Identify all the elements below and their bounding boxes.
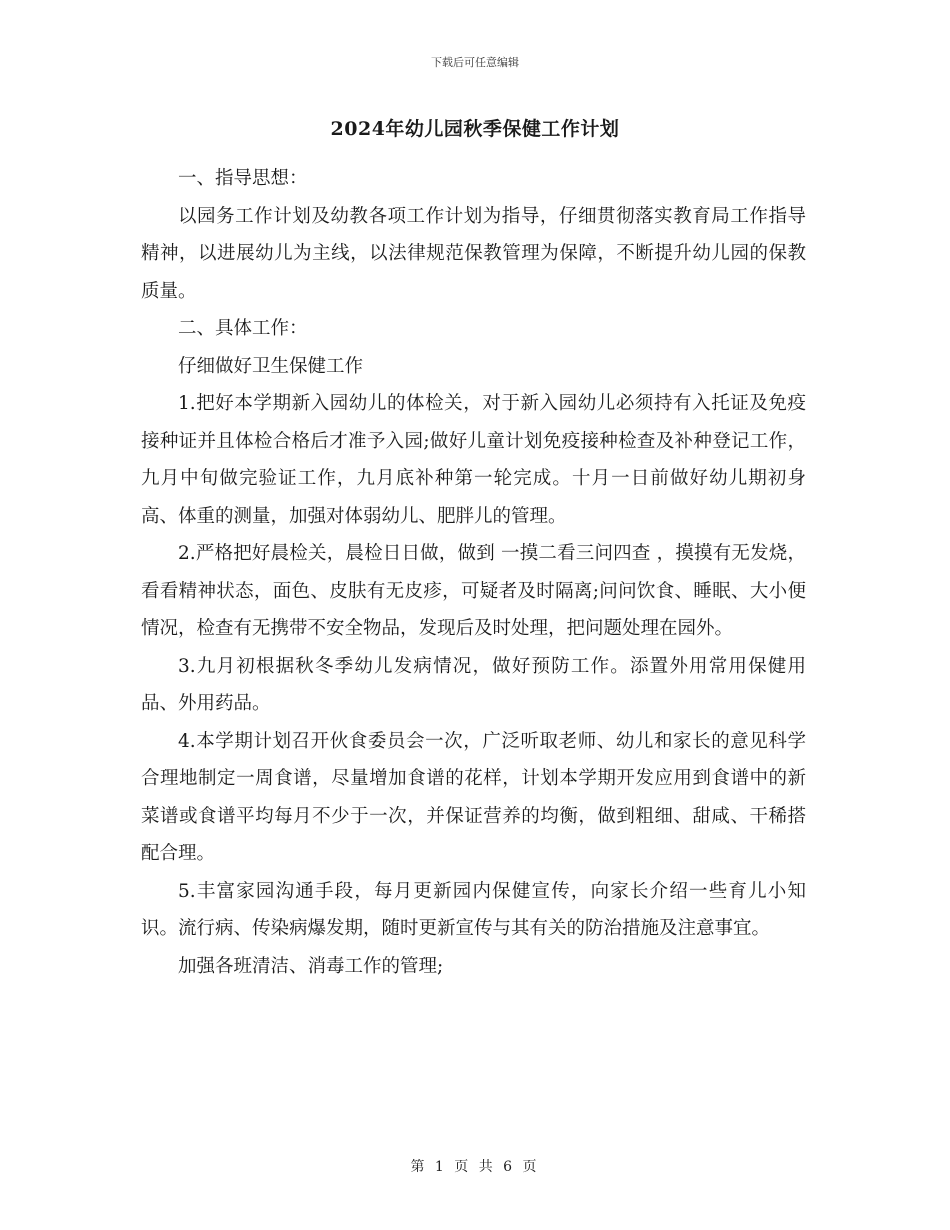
section-heading: 二、具体工作：	[178, 318, 308, 339]
header-note: 下载后可任意编辑	[431, 56, 519, 69]
paragraph: 3.九月初根据秋冬季幼儿发病情况，做好预防工作。添置外用常用保健用品、外用药品。	[141, 655, 806, 714]
paragraph: 1.把好本学期新入园幼儿的体检关，对于新入园幼儿必须持有入托证及免疫接种证并且体检合格后才准予入园;做好儿童计划免疫接种检查及补种登记工作，九月中旬做完验证工作，九月底补种第一轮完成。十月一日前做好幼儿期初身高、体重的测量，加强对体弱幼儿、肥胖儿的管理。	[141, 393, 806, 527]
page-footer: 第 1 页 共 6 页	[410, 1159, 540, 1175]
paragraph: 4.本学期计划召开伙食委员会一次，广泛听取老师、幼儿和家长的意见科学合理地制定一周食谱，尽量增加食谱的花样，计划本学期开发应用到食谱中的新菜谱或食谱平均每月不少于一次，并保证营养的均衡，做到粗细、甜咸、干稀搭配合理。	[141, 730, 806, 864]
subheading: 仔细做好卫生保健工作	[178, 355, 364, 377]
paragraph: 以园务工作计划及幼教各项工作计划为指导，仔细贯彻落实教育局工作指导精神，以进展幼儿为主线，以法律规范保教管理为保障，不断提升幼儿园的保教质量。	[141, 205, 806, 302]
document-body	[141, 160, 806, 985]
paragraph: 2.严格把好晨检关，晨检日日做，做到 一摸二看三问四查 ，摸摸有无发烧，看看精神状态，面色、皮肤有无皮疹，可疑者及时隔离;问问饮食、睡眠、大小便情况，检查有无携带不安全物品，发现后及时处理，把问题处理在园外。	[141, 543, 806, 639]
document-title: 2024年幼儿园秋季保健工作计划	[330, 118, 620, 140]
section-heading: 一、指导思想：	[178, 168, 308, 189]
paragraph: 5.丰富家园沟通手段，每月更新园内保健宣传，向家长介绍一些育儿小知识。流行病、传染病爆发期，随时更新宣传与其有关的防治措施及注意事宜。	[141, 880, 806, 939]
paragraph: 加强各班清洁、消毒工作的管理;	[178, 955, 444, 977]
